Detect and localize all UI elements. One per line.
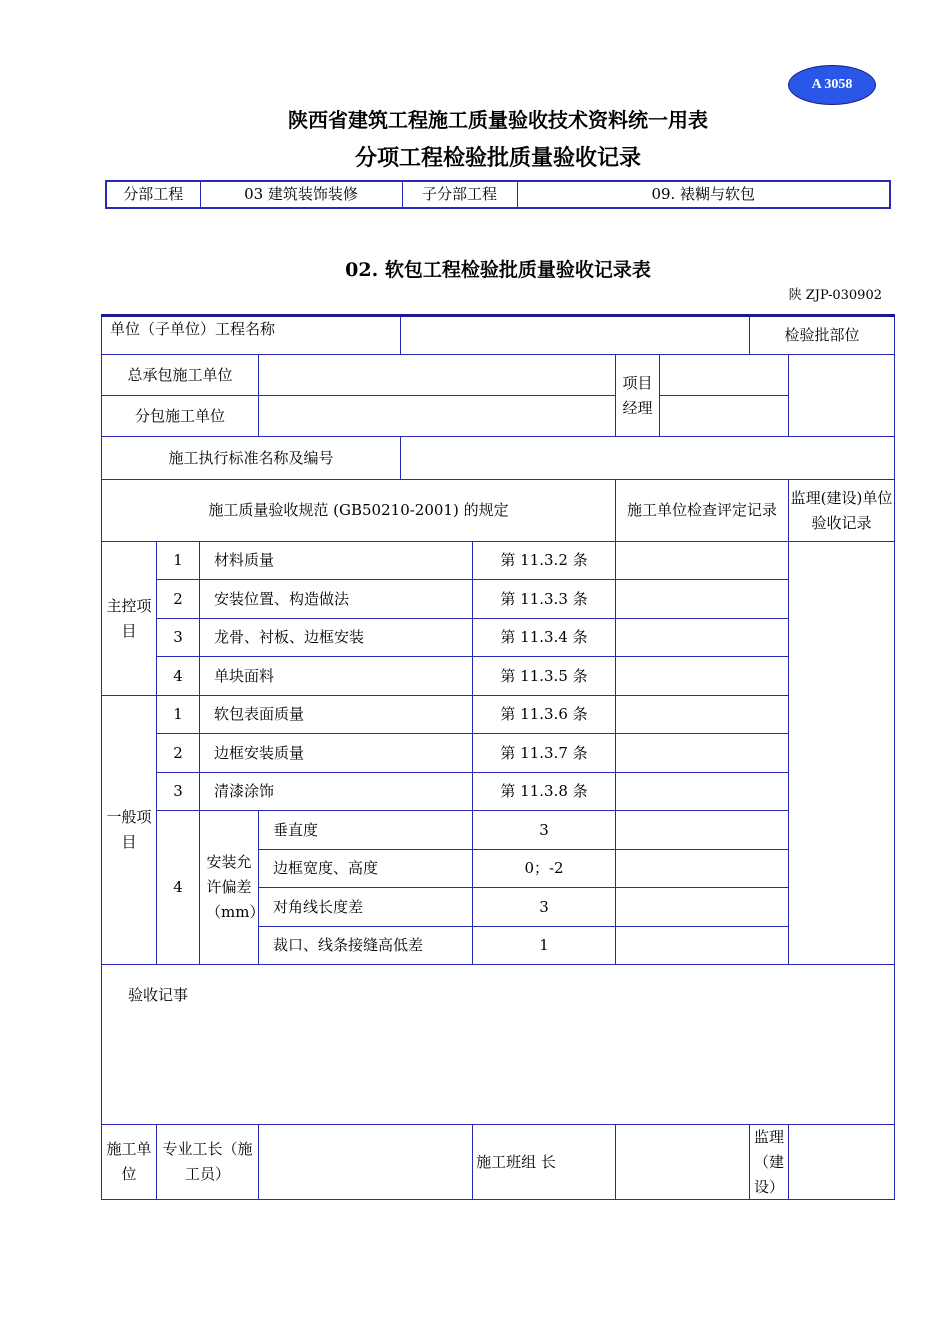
item-name: 安装位置、构造做法 bbox=[200, 580, 473, 619]
item-no: 1 bbox=[157, 696, 200, 734]
tolerance-value: 1 bbox=[473, 927, 616, 965]
batch-location-value[interactable] bbox=[789, 355, 895, 437]
sub-contractor-value[interactable] bbox=[259, 396, 616, 437]
tolerance-name: 对角线长度差 bbox=[259, 888, 473, 927]
general-contractor-value[interactable] bbox=[259, 355, 616, 396]
measurement-grid[interactable] bbox=[616, 888, 789, 927]
measurement-grid[interactable] bbox=[616, 927, 789, 965]
tolerance-value: 0；-2 bbox=[473, 850, 616, 888]
item-no: 4 bbox=[157, 811, 200, 965]
spec-header: 施工质量验收规范 (GB50210-2001) 的规定 bbox=[102, 480, 616, 542]
item-clause: 第 11.3.2 条 bbox=[473, 542, 616, 580]
main-group-label: 主控项目 bbox=[102, 542, 157, 696]
project-manager-label: 项目经理 bbox=[616, 355, 660, 437]
sig-team-label: 施工班组 长 bbox=[473, 1125, 616, 1200]
measurement-grid[interactable] bbox=[616, 811, 789, 850]
item-check-cell[interactable] bbox=[616, 734, 789, 773]
supervisor-record-header: 监理(建设)单位验收记录 bbox=[789, 480, 895, 542]
item-check-cell[interactable] bbox=[616, 580, 789, 619]
tolerance-name: 边框宽度、高度 bbox=[259, 850, 473, 888]
standard-label: 施工执行标准名称及编号 bbox=[102, 437, 401, 480]
supervisor-record-value[interactable] bbox=[789, 542, 895, 965]
sig-supervisor-value[interactable] bbox=[789, 1125, 895, 1200]
item-clause: 第 11.3.4 条 bbox=[473, 619, 616, 657]
sig-foreman-label: 专业工长（施工员） bbox=[157, 1125, 259, 1200]
item-clause: 第 11.3.6 条 bbox=[473, 696, 616, 734]
sig-foreman-value[interactable] bbox=[259, 1125, 473, 1200]
measurement-grid[interactable] bbox=[616, 850, 789, 888]
item-check-cell[interactable] bbox=[616, 696, 789, 734]
item-clause: 第 11.3.3 条 bbox=[473, 580, 616, 619]
item-name: 材料质量 bbox=[200, 542, 473, 580]
tolerance-label: 安装允许偏差（mm） bbox=[200, 811, 259, 965]
tolerance-name: 垂直度 bbox=[259, 811, 473, 850]
item-no: 2 bbox=[157, 734, 200, 773]
item-name: 龙骨、衬板、边框安装 bbox=[200, 619, 473, 657]
item-no: 2 bbox=[157, 580, 200, 619]
item-check-cell[interactable] bbox=[616, 619, 789, 657]
standard-value[interactable] bbox=[401, 437, 895, 480]
item-no: 1 bbox=[157, 542, 200, 580]
tolerance-name: 裁口、线条接缝高低差 bbox=[259, 927, 473, 965]
batch-location-label: 检验批部位 bbox=[750, 316, 895, 355]
project-manager-value-1[interactable] bbox=[660, 355, 789, 396]
division-value[interactable]: 03 建筑装饰装修 bbox=[200, 181, 402, 208]
item-check-cell[interactable] bbox=[616, 773, 789, 811]
item-name: 软包表面质量 bbox=[200, 696, 473, 734]
unit-name-value[interactable] bbox=[401, 316, 750, 355]
acceptance-notes[interactable] bbox=[102, 965, 895, 1125]
form-number-badge: A 3058 bbox=[788, 65, 876, 105]
division-label: 分部工程 bbox=[106, 181, 200, 208]
item-clause: 第 11.3.7 条 bbox=[473, 734, 616, 773]
item-no: 3 bbox=[157, 619, 200, 657]
form-code: 陕 ZJP-030902 bbox=[788, 288, 882, 303]
project-manager-value-2[interactable] bbox=[660, 396, 789, 437]
acceptance-notes-label: 验收记事 bbox=[128, 986, 189, 1004]
tolerance-value: 3 bbox=[473, 811, 616, 850]
sig-unit-label: 施工单位 bbox=[102, 1125, 157, 1200]
item-name: 单块面料 bbox=[200, 657, 473, 696]
form-title: 分项工程检验批质量验收记录 bbox=[354, 145, 641, 171]
unit-name-label: 单位（子单位）工程名称 bbox=[102, 316, 401, 355]
sig-supervisor-label: 监理（建设） bbox=[750, 1125, 789, 1200]
general-contractor-label: 总承包施工单位 bbox=[102, 355, 259, 396]
tolerance-value: 3 bbox=[473, 888, 616, 927]
item-name: 清漆涂饰 bbox=[200, 773, 473, 811]
sub-contractor-label: 分包施工单位 bbox=[102, 396, 259, 437]
item-check-cell[interactable] bbox=[616, 542, 789, 580]
division-table bbox=[105, 180, 891, 209]
contractor-record-header: 施工单位检查评定记录 bbox=[616, 480, 789, 542]
item-name: 边框安装质量 bbox=[200, 734, 473, 773]
item-check-cell[interactable] bbox=[616, 657, 789, 696]
document-title: 陕西省建筑工程施工质量验收技术资料统一用表 bbox=[288, 108, 708, 132]
sig-team-value[interactable] bbox=[616, 1125, 750, 1200]
record-table-title: 02. 软包工程检验批质量验收记录表 bbox=[345, 259, 651, 281]
item-no: 4 bbox=[157, 657, 200, 696]
subdivision-label: 子分部工程 bbox=[402, 181, 517, 208]
general-group-label: 一般项目 bbox=[102, 696, 157, 965]
subdivision-value[interactable]: 09. 裱糊与软包 bbox=[517, 181, 890, 208]
inspection-table bbox=[101, 314, 895, 1200]
item-no: 3 bbox=[157, 773, 200, 811]
item-clause: 第 11.3.5 条 bbox=[473, 657, 616, 696]
item-clause: 第 11.3.8 条 bbox=[473, 773, 616, 811]
